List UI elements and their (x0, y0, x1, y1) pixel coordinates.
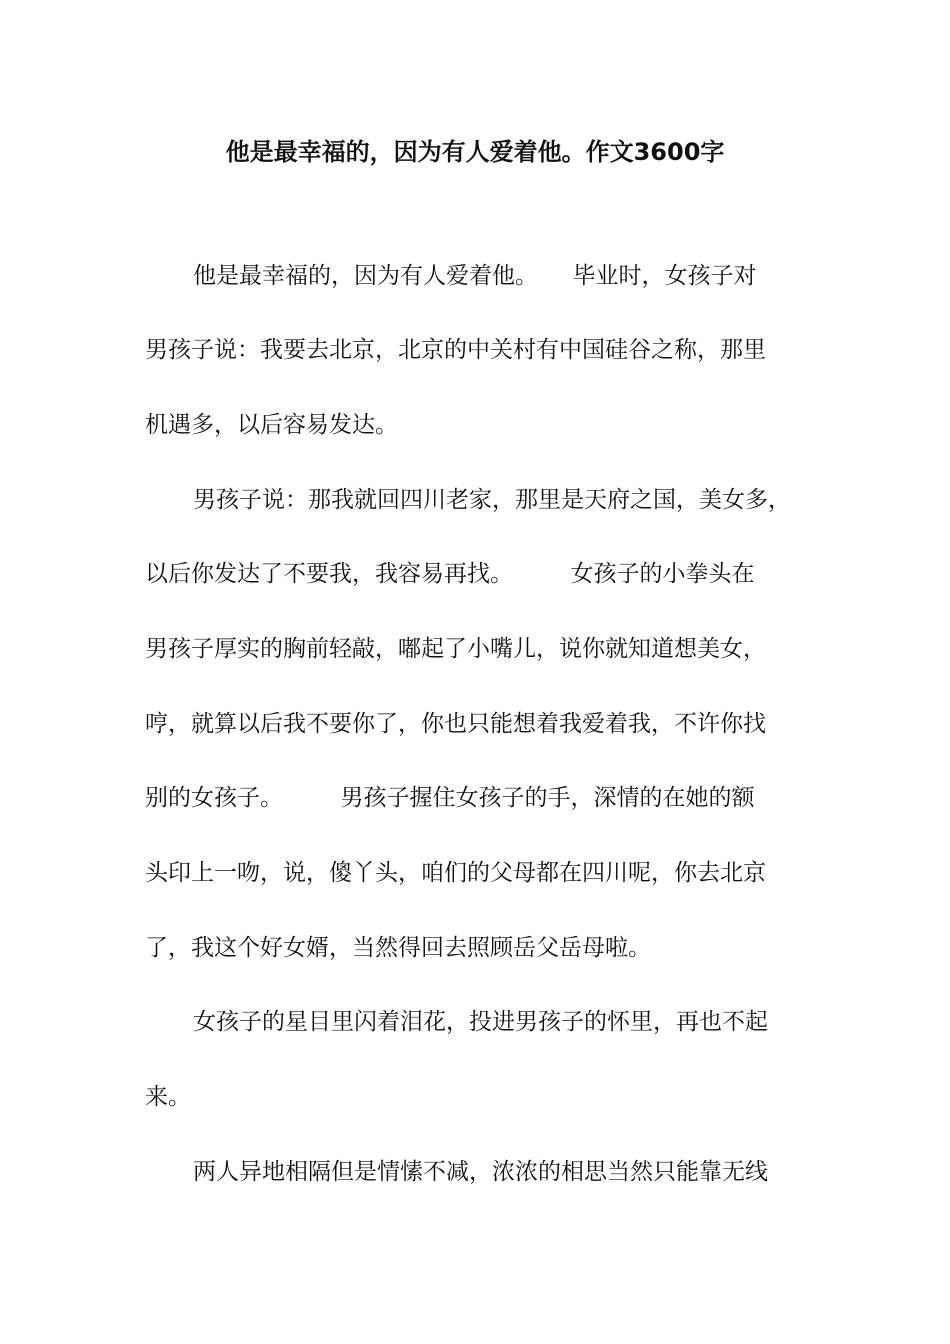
document-title: 他是最幸福的，因为有人爱着他。作文3600字 (225, 138, 725, 166)
text-line: 女孩子的星目里闪着泪花，投进男孩子的怀里，再也不起 (193, 1009, 768, 1035)
text-line: 以后你发达了不要我，我容易再找。 女孩子的小拳头在 (145, 561, 755, 587)
text-line: 他是最幸福的，因为有人爱着他。 毕业时，女孩子对 (193, 263, 757, 289)
text-line: 男孩子说：我要去北京，北京的中关村有中国硅谷之称，那里 (145, 337, 766, 363)
text-line: 男孩子厚实的胸前轻敲，嘟起了小嘴儿，说你就知道想美女， (145, 636, 766, 662)
text-line: 来。 (145, 1084, 191, 1110)
text-line: 头印上一吻，说，傻丫头，咱们的父母都在四川呢，你去北京 (145, 860, 766, 886)
text-line: 机遇多，以后容易发达。 (145, 412, 398, 438)
text-line: 两人异地相隔但是情愫不减，浓浓的相思当然只能靠无线 (193, 1159, 768, 1185)
text-line: 哼，就算以后我不要你了，你也只能想着我爱着我，不许你找 (145, 711, 766, 737)
text-line: 男孩子说：那我就回四川老家，那里是天府之国，美女多， (193, 487, 791, 513)
text-line: 了，我这个好女婿，当然得回去照顾岳父岳母啦。 (145, 935, 651, 961)
text-line: 别的女孩子。 男孩子握住女孩子的手，深情的在她的额 (145, 785, 755, 811)
